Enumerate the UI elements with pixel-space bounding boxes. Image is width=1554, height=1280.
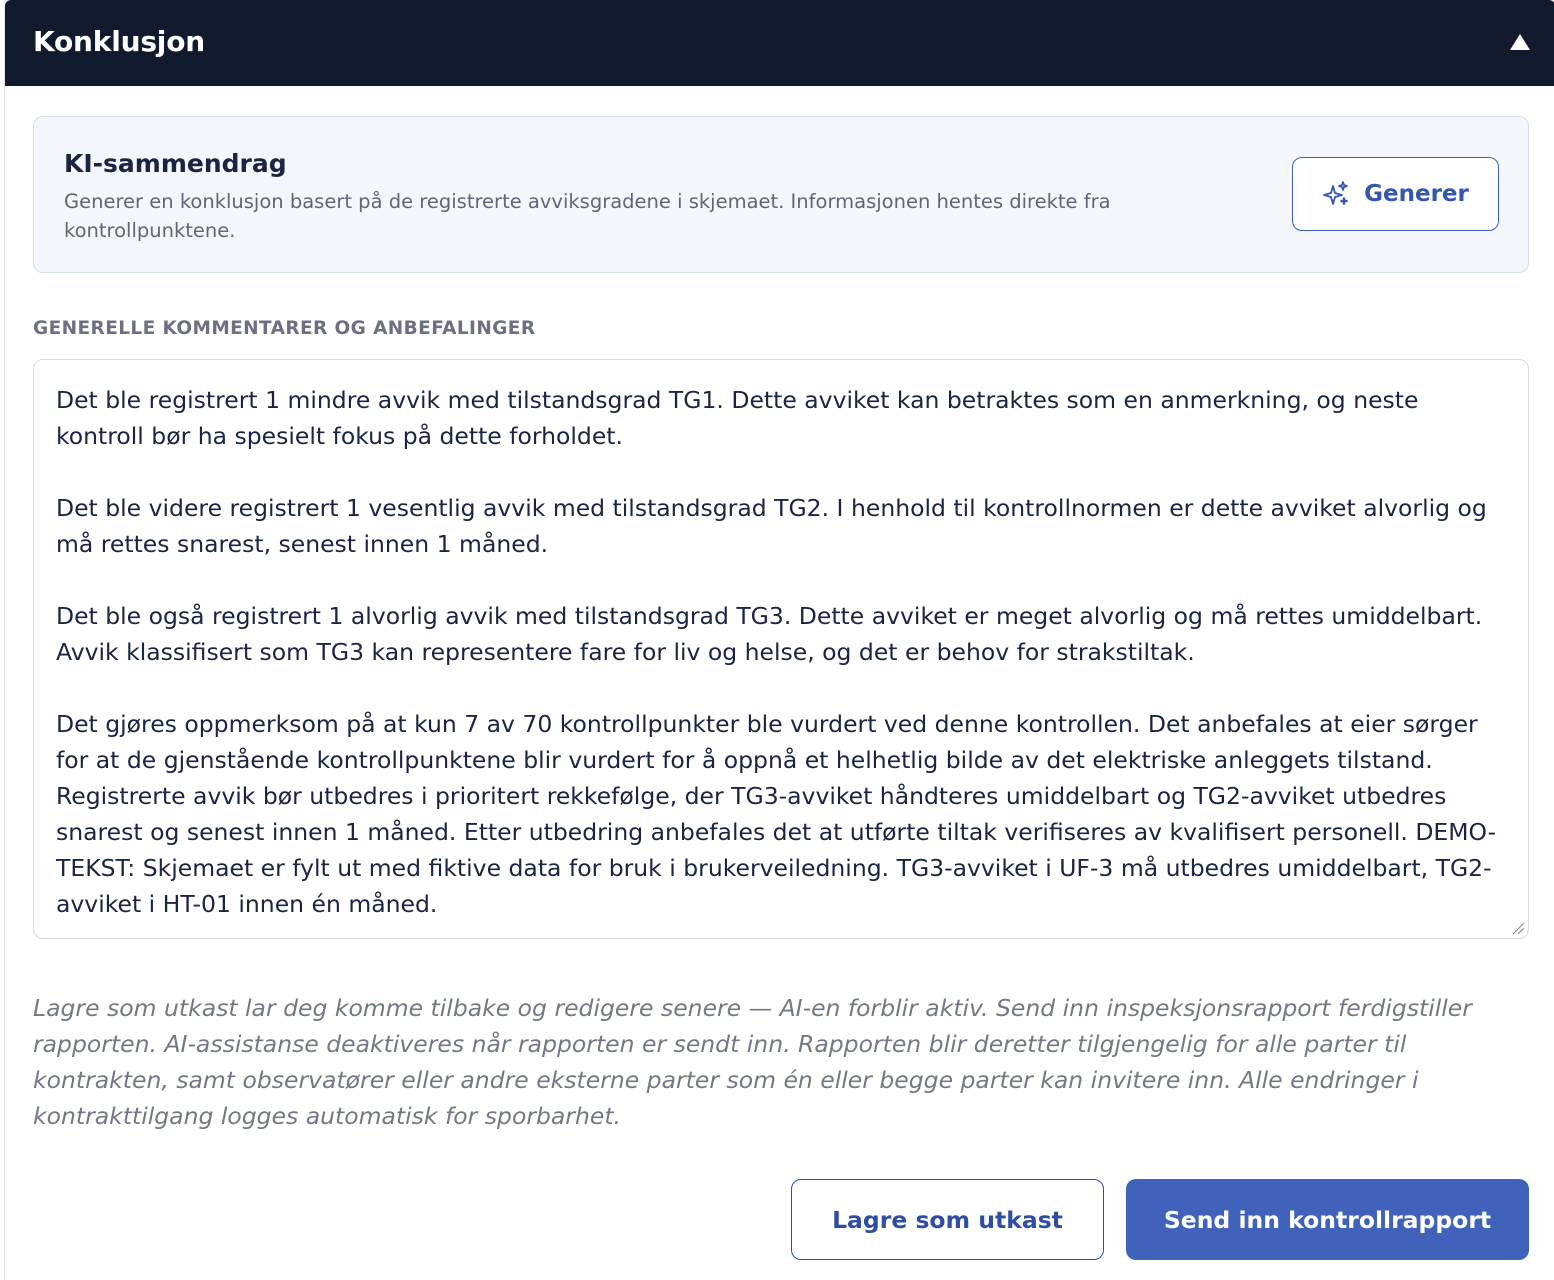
generate-button[interactable]	[1292, 157, 1499, 231]
save-draft-button[interactable]	[791, 1179, 1104, 1260]
sparkles-icon	[1322, 180, 1350, 208]
info-note: Lagre som utkast lar deg komme tilbake og redigere senere — AI-en forblir aktiv. Send inn inspeksjonsrapport ferdigstiller rapporten. AI-assistanse deaktiveres når rapporten er sendt inn. Rapporten blir deretter tilgjengelig for alle parter til kontrakten, samt observatører eller andre eksterne parter som én eller begge parter kan invitere inn. Alle endringer i kontrakttilgang logges automatisk for sporbarhet.	[33, 994, 1472, 1130]
ai-summary-card	[33, 116, 1529, 273]
comment-paragraph: Det ble registrert 1 mindre avvik med tilstandsgrad TG1. Dette avviket kan betraktes som en anmerkning, og neste kontroll bør ha spesielt fokus på dette forholdet.	[56, 386, 1419, 450]
generate-button-label: Generer	[1364, 181, 1469, 207]
comment-paragraph: Det ble også registrert 1 alvorlig avvik med tilstandsgrad TG3. Dette avviket er meget alvorlig og må rettes umiddelbart. Avvik klassifisert som TG3 kan representere fare for liv og helse, og det er behov for strakstiltak.	[56, 602, 1483, 666]
save-draft-label: Lagre som utkast	[832, 1205, 1063, 1234]
comment-paragraph: Det ble videre registrert 1 vesentlig avvik med tilstandsgrad TG2. I henhold til kontrollnormen er dette avviket alvorlig og må rettes snarest, senest innen 1 måned.	[56, 494, 1487, 558]
ai-summary-title: KI-sammendrag	[64, 149, 287, 178]
section-header[interactable]	[5, 0, 1554, 86]
comments-label: GENERELLE KOMMENTARER OG ANBEFALINGER	[33, 318, 536, 339]
resize-handle-icon[interactable]	[1511, 921, 1525, 935]
submit-report-button[interactable]	[1126, 1179, 1529, 1260]
comment-paragraph: Det gjøres oppmerksom på at kun 7 av 70 kontrollpunkter ble vurdert ved denne kontrollen. Det anbefales at eier sørger for at de gjenstående kontrollpunktene blir vurdert for å oppnå et helhetlig bilde av det elektriske anleggets tilstand. Registrerte avvik bør utbedres i prioritert rekkefølge, der TG3-avviket håndteres umiddelbart og TG2-avviket utbedres snarest og senest innen 1 måned. Etter utbedring anbefales det at utførte tiltak verifiseres av kvalifisert personell. DEMO-TEKST: Skjemaet er fylt ut med fiktive data for bruk i brukerveiledning. TG3-avviket i UF-3 må utbedres umiddelbart, TG2-avviket i HT-01 innen én måned.	[56, 710, 1497, 918]
comments-textarea[interactable]	[33, 359, 1529, 939]
submit-report-label: Send inn kontrollrapport	[1163, 1205, 1492, 1234]
ai-summary-description: Generer en konklusjon basert på de registrerte avviksgradene i skjemaet. Informasjonen hentes direkte fra kontrollpunktene.	[64, 190, 1111, 242]
triangle-up-icon	[1509, 33, 1531, 51]
section-title: Konklusjon	[33, 25, 205, 58]
collapse-button[interactable]	[1507, 30, 1533, 54]
conclusion-panel	[4, 0, 1554, 1280]
